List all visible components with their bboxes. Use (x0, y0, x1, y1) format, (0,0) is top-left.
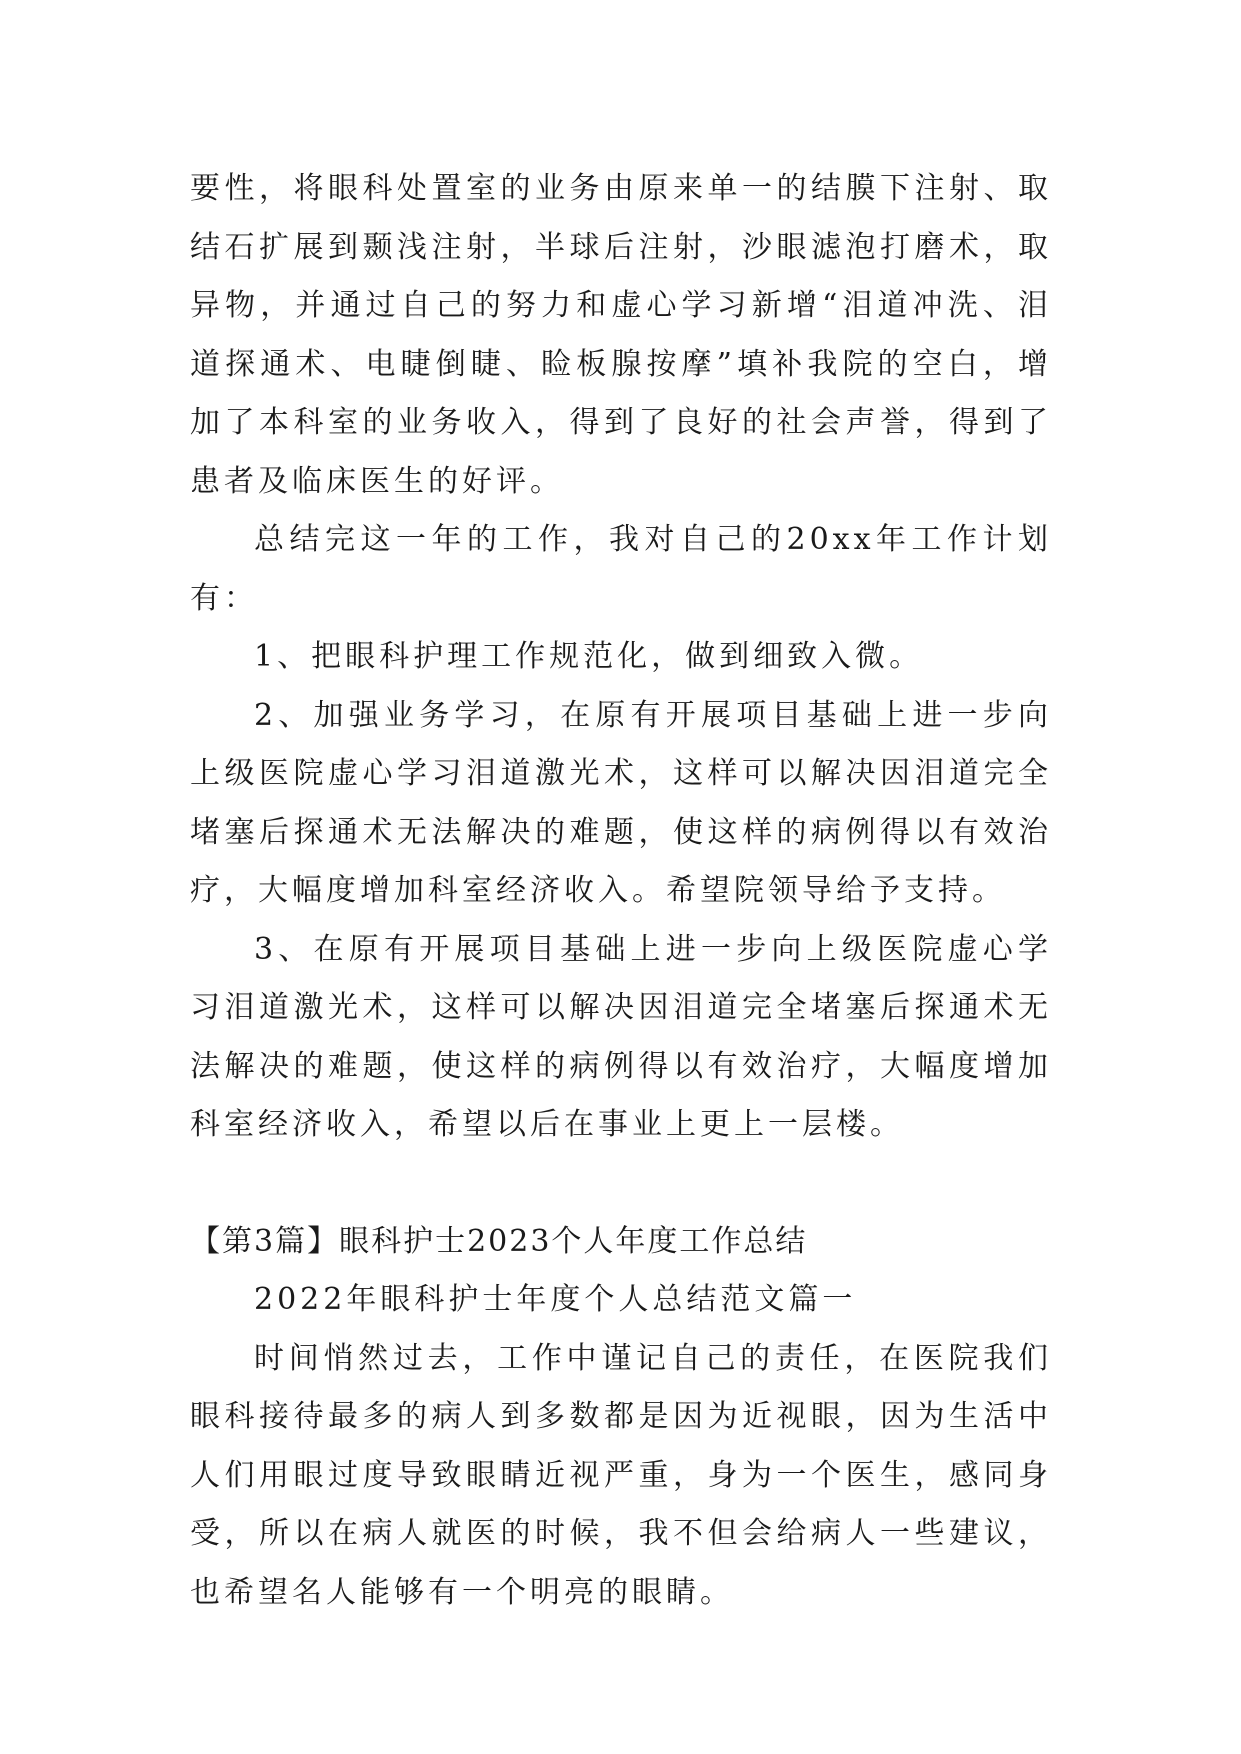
paragraph-plan-item-1: 1、把眼科护理工作规范化，做到细致入微。 (254, 639, 924, 674)
section-heading: 【第3篇】眼科护士2023个人年度工作总结 (190, 1223, 808, 1259)
section-subtitle: 2022年眼科护士年度个人总结范文篇一 (254, 1282, 857, 1317)
paragraph-plan-item-3: 3、在原有开展项目基础上进一步向上级医院虚心学习泪道激光术，这样可以解决因泪道完全堵塞后探通术无法解决的难题，使这样的病例得以有效治疗，大幅度增加科室经济收入，希望以后在事业上更上一层楼。 (190, 931, 1052, 1142)
paragraph-section-body: 时间悄然过去，工作中谨记自己的责任，在医院我们眼科接待最多的病人到多数都是因为近视眼，因为生活中人们用眼过度导致眼睛近视严重，身为一个医生，感同身受，所以在病人就医的时候，我不但会给病人一些建议，也希望名人能够有一个明亮的眼睛。 (190, 1340, 1052, 1610)
paragraph-plan-intro: 总结完这一年的工作，我对自己的20xx年工作计划有： (190, 522, 1052, 616)
document-body (190, 160, 1052, 1622)
paragraph-plan-item-2: 2、加强业务学习，在原有开展项目基础上进一步向上级医院虚心学习泪道激光术，这样可以解决因泪道完全堵塞后探通术无法解决的难题，使这样的病例得以有效治疗，大幅度增加科室经济收入。希望院领导给予支持。 (190, 697, 1052, 908)
paragraph-continuation: 要性，将眼科处置室的业务由原来单一的结膜下注射、取结石扩展到颞浅注射，半球后注射，沙眼滤泡打磨术，取异物，并通过自己的努力和虚心学习新增“泪道冲洗、泪道探通术、电睫倒睫、睑板腺按摩”填补我院的空白，增加了本科室的业务收入，得到了良好的社会声誉，得到了患者及临床医生的好评。 (190, 171, 1052, 499)
